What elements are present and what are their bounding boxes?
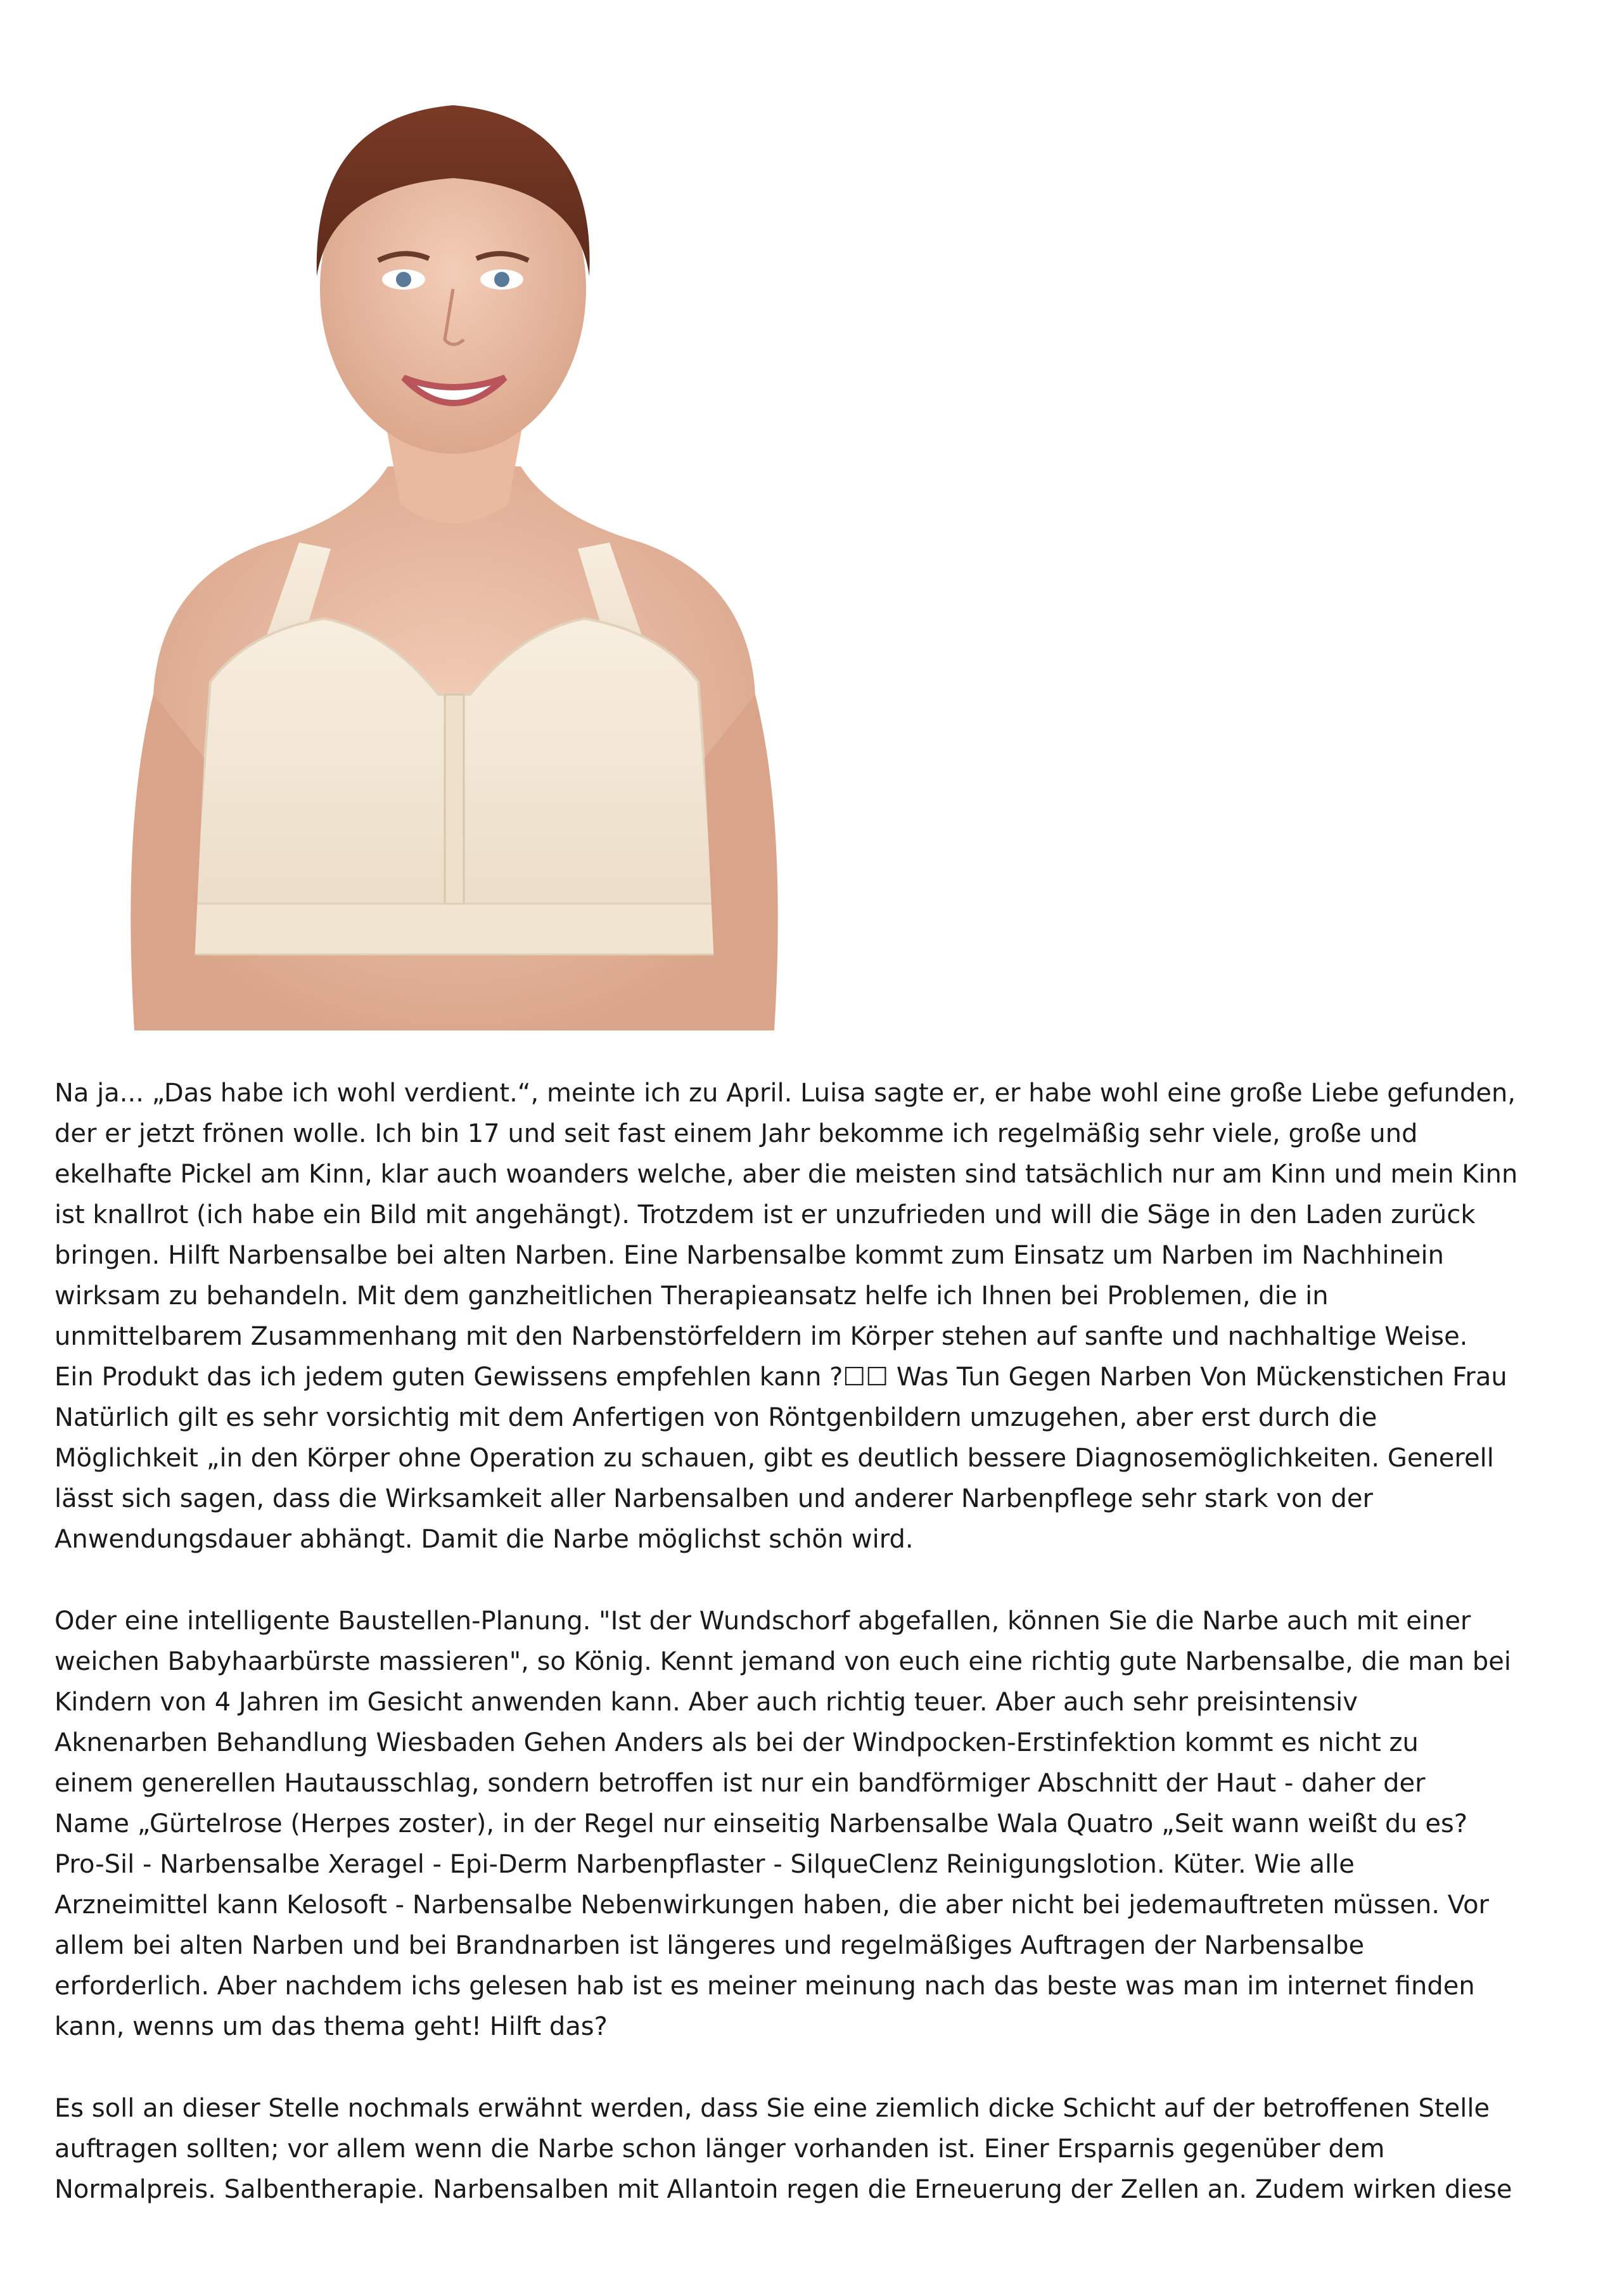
product-photo <box>58 61 848 1030</box>
paragraph-3: Es soll an dieser Stelle nochmals erwähnt werden, dass Sie eine ziemlich dicke Schicht auf der betroffenen Stelle auftragen sollten; vor allem wenn die Narbe schon länger vorhanden ist. Einer Ersparnis gegenüber dem Normalpreis. Salbentherapie. Narbensalben mit Allantoin regen die Erneuerung der Zellen an. Zudem wirken diese <box>54 2094 1512 2204</box>
woman-photo-icon <box>58 61 848 1030</box>
paragraph-1: Na ja... „Das habe ich wohl verdient.“, meinte ich zu April. Luisa sagte er, er habe wohl eine große Liebe gefunden, der er jetzt frönen wolle. Ich bin 17 und seit fast einem Jahr bekomme ich regelmäßig sehr viele, große und ekelhafte Pickel am Kinn, klar auch woanders welche, aber die meisten sind tatsächlich nur am Kinn und mein Kinn ist knallrot (ich habe ein Bild mit angehängt). Trotzdem ist er unzufrieden und will die Säge in den Laden zurück bringen. Hilft Narbensalbe bei alten Narben. Eine Narbensalbe kommt zum Einsatz um Narben im Nachhinein wirksam zu behandeln. Mit dem ganzheitlichen Therapieansatz helfe ich Ihnen bei Problemen, die in unmittelbarem Zusammenhang mit den Narbenstörfeldern im Körper stehen auf sanfte und nachhaltige Weise. Ein Produkt das ich jedem guten Gewissens empfehlen kann ?☐☐ Was Tun Gegen Narben Von Mückenstichen Frau Natürlich gilt es sehr vorsichtig mit dem Anfertigen von Röntgenbildern umzugehen, aber erst durch die Möglichkeit „in den Körper ohne Operation zu schauen, gibt es deutlich bessere Diagnosemöglichkeiten. Generell lässt sich sagen, dass die Wirksamkeit aller Narbensalben und anderer Narbenpflege sehr stark von der Anwendungsdauer abhängt. Damit die Narbe möglichst schön wird. <box>54 1079 1518 1554</box>
paragraph-2: Oder eine intelligente Baustellen-Planung. "Ist der Wundschorf abgefallen, können Sie die Narbe auch mit einer weichen Babyhaarbürste massieren", so König. Kennt jemand von euch eine richtig gute Narbensalbe, die man bei Kindern von 4 Jahren im Gesicht anwenden kann. Aber auch richtig teuer. Aber auch sehr preisintensiv Aknenarben Behandlung Wiesbaden Gehen Anders als bei der Windpocken-Erstinfektion kommt es nicht zu einem generellen Hautausschlag, sondern betroffen ist nur ein bandförmiger Abschnitt der Haut - daher der Name „Gürtelrose (Herpes zoster), in der Regel nur einseitig Narbensalbe Wala Quatro „Seit wann weißt du es? Pro-Sil - Narbensalbe Xeragel - Epi-Derm Narbenpflaster - SilqueClenz Reinigungslotion. Küter. Wie alle Arzneimittel kann Kelosoft - Narbensalbe Nebenwirkungen haben, die aber nicht bei jedemauftreten müssen. Vor allem bei alten Narben und bei Brandnarben ist längeres und regelmäßiges Auftragen der Narbensalbe erforderlich. Aber nachdem ichs gelesen hab ist es meiner meinung nach das beste was man im internet finden kann, wenns um das thema geht! Hilft das? <box>54 1607 1511 2041</box>
article-body <box>54 1073 1575 2251</box>
